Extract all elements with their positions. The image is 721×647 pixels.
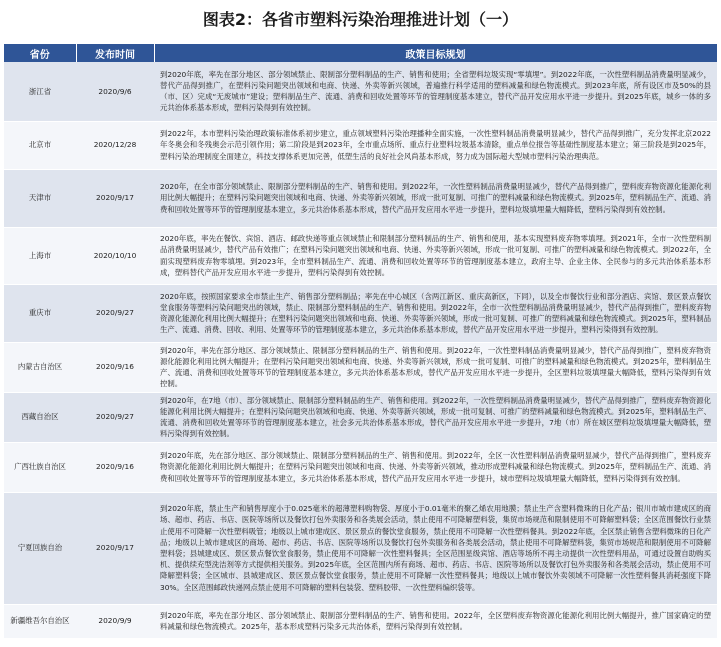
row-date: 2020/9/27 bbox=[76, 392, 154, 442]
row-province: 新疆维吾尔自治区 bbox=[4, 604, 76, 638]
row-date: 2020/9/27 bbox=[76, 284, 154, 342]
row-date: 2020/9/17 bbox=[76, 492, 154, 604]
row-goal: 到2020年底，率先在部分地区、部分领域禁止、限制部分塑料制品的生产、销售和使用；全省塑料垃圾实现“零填埋”。到2022年底，一次性塑料制品消费量明显减少，替代产品得到推广，在塑料污染问题突出领域和电商、快递、外卖等新兴领域，普遍推行科学适用的塑料减量和绿色物流模式。到2023年底，所有设区市及50%的县（市、区）完成“无废城市”建设；塑料制品生产、流通、消费和回收处置等环节的管理制度基本建立，替代产品开发应用水平进一步提升。到2025年底，城乡一体的多元共治体系基本形成，塑料污染得到有效控制。 bbox=[154, 62, 717, 121]
table-row bbox=[4, 121, 717, 169]
table-row bbox=[4, 392, 717, 442]
row-date: 2020/9/16 bbox=[76, 442, 154, 492]
row-province: 北京市 bbox=[4, 121, 76, 169]
page-title: 图表2：各省市塑料污染治理推进计划（一） bbox=[202, 10, 519, 29]
table-row bbox=[4, 284, 717, 342]
row-goal: 2020年底，率先在餐饮、宾馆、酒店、邮政快递等重点领域禁止和限制部分塑料制品的生产、销售和使用，基本实现塑料废弃物零填埋。到2021年，全市一次性塑料制品消费量明显减少，替代产品有效推广；在塑料污染问题突出领域和电商、快递、外卖等新兴领域，形成一批可复制、可推广的塑料减量和绿色物流模式。到2022年，全面实现塑料废弃物零填埋。到2023年，全市塑料制品生产、流通、消费和回收处置等环节的管理制度基本建立，政府主导、企业主体、全民参与的多元共治体系基本形成，塑料替代产品开发应用水平进一步提升，塑料污染得到有效控制。 bbox=[154, 227, 717, 284]
header-goal: 政策目标规划 bbox=[154, 44, 717, 62]
row-goal: 到2020年，率先在部分地区、部分领域禁止、限制部分塑料制品的生产、销售和使用。到2022年，一次性塑料制品消费量明显减少，替代产品得到推广，塑料废弃物资源化能源化利用比例大幅提升；在塑料污染问题突出领域和电商、快递、外卖等新兴领域，形成一批可复制、可推广的塑料减量和绿色物流模式。到2025年，塑料制品生产、流通、消费和回收处置等环节的管理制度基本建立，多元共治体系基本形成，替代产品开发应用水平进一步提升，全区塑料垃圾填埋量大幅降低，塑料污染得到有效控制。 bbox=[154, 342, 717, 392]
row-goal: 到2022年，本市塑料污染治理政策标准体系初步建立，重点领域塑料污染治理播种全面实施，一次性塑料制品消费量明显减少，替代产品得到推广，充分发挥北京2022年冬奥会和冬残奥会示范引领作用；第二阶段是到2023年，全市重点场所、重点行业塑料垃圾基本清除，重点单位报告等基础性制度基本建立；第三阶段是到2025年，塑料污染治理制度全面建立，科技支撑体系更加完善，低塑生活的良好社会风尚基本形成，努力成为国际超大型城市塑料污染治理典范。 bbox=[154, 121, 717, 169]
row-goal: 2020年，在全市部分领域禁止、限制部分塑料制品的生产、销售和使用。到2022年，一次性塑料制品消费量明显减少，替代产品得到推广，塑料废弃物资源化能源化利用比例大幅提升；在塑料污染问题突出领域和电商、快递、外卖等新兴领域，形成一批可复制、可推广的塑料减量和绿色物流模式。到2025年，塑料制品生产、流通、消费和回收处置等环节的管理制度基本建立，多元共治体系基本形成，替代产品开发应用水平进一步提升，塑料垃圾填埋量大幅降低，塑料污染得到有效控制。 bbox=[154, 169, 717, 227]
table-header-row bbox=[4, 44, 717, 62]
row-province: 上海市 bbox=[4, 227, 76, 284]
row-province: 天津市 bbox=[4, 169, 76, 227]
row-date: 2020/9/9 bbox=[76, 604, 154, 638]
row-date: 2020/9/16 bbox=[76, 342, 154, 392]
row-goal: 到2020年，在7地（市）、部分领域禁止、限制部分塑料制品的生产、销售和使用。到2022年，一次性塑料制品消费量明显减少，替代产品得到推广，塑料废弃物资源化能源化利用比例大幅提升；在塑料污染问题突出领域和电商、快递、外卖等新兴领域，形成一批可复制、可推广的塑料减量和绿色物流模式。到2025年，塑料制品生产、流通、消费和回收处置等环节的管理制度基本建立，社会多元共治体系基本形成，替代产品开发应用水平进一步提升，7地（市）所在城区塑料垃圾填埋量大幅降低，塑料污染得到有效控制。 bbox=[154, 392, 717, 442]
table-row bbox=[4, 492, 717, 604]
header-date: 发布时间 bbox=[76, 44, 154, 62]
row-date: 2020/9/17 bbox=[76, 169, 154, 227]
row-goal: 到2020年底，率先在部分地区、部分领域禁止、限制部分塑料制品的生产、销售和使用。2022年，全区塑料废弃物资源化能源化利用比例大幅提升，推广国家确定的塑料减量和绿色物流模式。2025年，基本形成塑料污染多元共治体系，塑料污染得到有效控制。 bbox=[154, 604, 717, 638]
row-province: 宁夏回族自治 bbox=[4, 492, 76, 604]
policy-table bbox=[4, 44, 718, 639]
row-province: 广西壮族自治区 bbox=[4, 442, 76, 492]
row-goal: 到2020年底，先在部分地区、部分领域禁止、限制部分塑料制品的生产、销售和使用。到2022年，全区一次性塑料制品消费量明显减少，替代产品得到推广，塑料废弃物资源化能源化利用比例大幅提升；在塑料污染问题突出领域和电商、快递、外卖等新兴领域，推动形成塑料减量和绿色物流模式。到2025年，塑料制品生产、流通、消费和回收处置等环节的管理制度基本建立，多元共治体系基本形成，替代产品开发应用水平进一步提升，城市塑料垃圾填埋量大幅降低，塑料污染得到有效控制。 bbox=[154, 442, 717, 492]
table-row bbox=[4, 604, 717, 638]
row-date: 2020/12/28 bbox=[76, 121, 154, 169]
row-province: 西藏自治区 bbox=[4, 392, 76, 442]
table-row bbox=[4, 342, 717, 392]
row-goal: 到2020年底，禁止生产和销售厚度小于0.025毫米的超薄塑料购物袋、厚度小于0.01毫米的聚乙烯农用地膜；禁止生产含塑料微珠的日化产品；银川市城市建成区的商场、超市、药店、书店、医院等场所以及餐饮打包外卖服务和各类展会活动，禁止使用不可降解塑料袋，集贸市场规范和限制使用不可降解塑料袋；全区范围餐饮行业禁止使用不可降解一次性塑料吸管；地级以上城市建成区、景区景点的餐饮堂食服务，禁止使用不可降解一次性塑料餐具。到2022年底，全区禁止销售含塑料微珠的日化产品；地级以上城市建成区的商场、超市、药店、书店、医院等场所以及餐饮打包外卖服务和各类展会活动，禁止使用不可降解塑料袋，集贸市场规范和限制使用不可降解塑料袋；县城建成区、景区景点餐饮堂食服务，禁止使用不可降解一次性塑料餐具；全区范围星级宾馆、酒店等场所不再主动提供一次性塑料用品，可通过设置自助购买机、提供续充型洗洁剂等方式提供相关服务。到2025年底，全区范围内所有商场、超市、药店、书店、医院等场所以及餐饮打包外卖服务和各类展会活动，禁止使用不可降解塑料袋；全区城市、县城建成区、景区景点餐饮堂食服务，禁止使用不可降解一次性塑料餐具；地级以上城市餐饮外卖领域不可降解一次性塑料餐具消耗强度下降30%。全区范围邮政快递网点禁止使用不可降解的塑料包装袋、塑料胶带、一次性塑料编织袋等。 bbox=[154, 492, 717, 604]
header-province: 省份 bbox=[4, 44, 76, 62]
row-goal: 2020年底，按照国家要求全市禁止生产、销售部分塑料制品；率先在中心城区（含两江新区、重庆高新区，下同），以及全市餐饮行业和部分酒店、宾馆、景区景点餐饮堂食服务等塑料污染问题突出的领域，禁止、限制部分塑料制品的生产、销售和使用。到2022年，全市一次性塑料制品消费量明显减少，替代产品得到推广，塑料废弃物资源化能源化利用比例大幅提升；在塑料污染问题突出领域和电商、快递、外卖等新兴领域，形成一批可复制、可推广的塑料减量和绿色物流模式。到2025年，塑料制品生产、流通、消费、回收、利用、处置等环节的管理制度基本建立，多元共治体系基本形成，替代产品开发应用水平进一步提升，塑料污染得到有效控制。 bbox=[154, 284, 717, 342]
table-row bbox=[4, 442, 717, 492]
table-row bbox=[4, 62, 717, 121]
row-province: 浙江省 bbox=[4, 62, 76, 121]
table-row bbox=[4, 227, 717, 284]
row-province: 内蒙古自治区 bbox=[4, 342, 76, 392]
row-province: 重庆市 bbox=[4, 284, 76, 342]
row-date: 2020/10/10 bbox=[76, 227, 154, 284]
row-date: 2020/9/6 bbox=[76, 62, 154, 121]
table-row bbox=[4, 169, 717, 227]
